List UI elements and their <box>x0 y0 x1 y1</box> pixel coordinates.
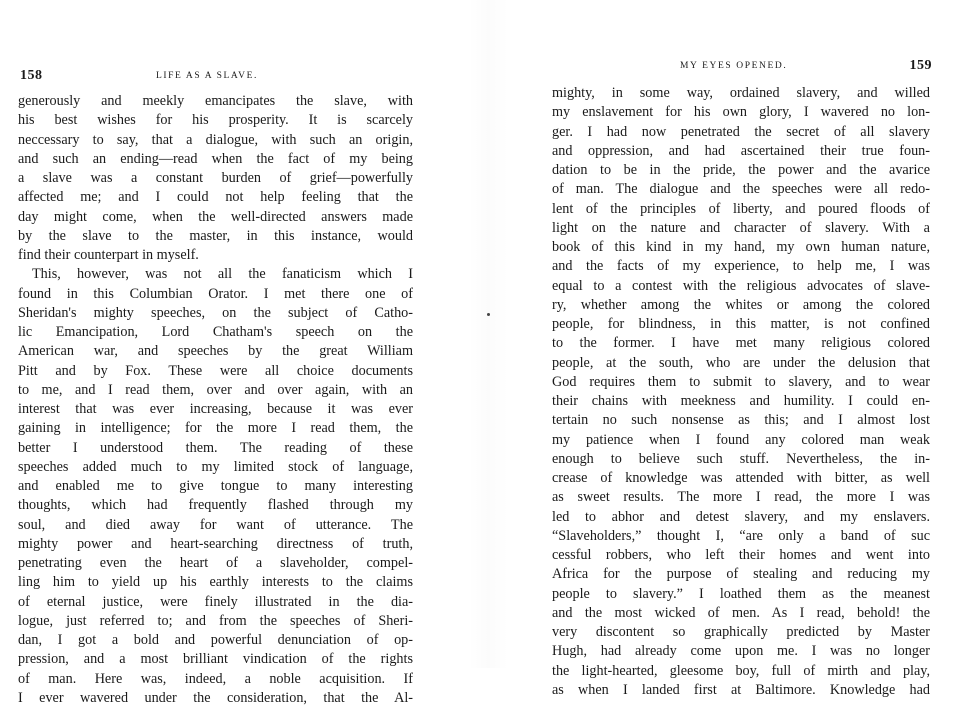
right-running-head <box>552 58 930 78</box>
text-line: the light-hearted, gleesome boy, full of mirth and play, <box>552 662 930 679</box>
text-line: dan, I got a bold and powerful denunciation of op- <box>18 632 413 648</box>
text-line: lent of the principles of liberty, and poured floods of <box>552 200 930 217</box>
text-line: ry, whether among the whites or among the colored <box>552 296 930 313</box>
text-line: of eternal justice, were finely illustrated in the dia- <box>18 593 413 610</box>
text-line: a slave was a constant burden of grief—powerfully <box>18 170 413 186</box>
text-line: lic Emancipation, Lord Chatham's speech on the <box>18 324 413 340</box>
text-line: very discontent so graphically predicted by Master <box>552 624 930 640</box>
text-line: find their counterpart in myself. <box>18 247 199 263</box>
text-line: mighty, in some way, ordained slavery, and willed <box>552 85 930 101</box>
text-line: tertain no such nonsense as this; and I almost lost <box>552 412 930 429</box>
text-line: day might come, when the well-directed answers made <box>18 208 413 225</box>
text-line: people, for blindness, in this matter, is not confined <box>552 316 930 332</box>
text-line: equal to a contest with the religious advocates of slave- <box>552 277 930 294</box>
text-line: I ever wavered under the consideration, that the Al- <box>18 689 413 706</box>
text-line: light on the nature and character of slavery. With a <box>552 219 930 236</box>
text-line: American war, and speeches by the great William <box>18 343 413 360</box>
text-line: Hugh, had already come upon me. I was no longer <box>552 643 930 660</box>
text-line: thoughts, which had frequently flashed through my <box>18 497 413 514</box>
text-line: Africa for the purpose of stealing and reducing my <box>552 566 930 583</box>
text-line: by the slave to the master, in this instance, would <box>18 227 413 244</box>
text-line: mighty power and heart-searching directness of truth, <box>18 535 413 552</box>
text-line: and the facts of my experience, to help me, I was <box>552 258 930 275</box>
scan-speck <box>487 313 490 316</box>
right-page-number: 159 <box>909 58 932 73</box>
text-line: Pitt and by Fox. These were all choice documents <box>18 362 413 379</box>
text-line: as when I landed first at Baltimore. Knowledge had <box>552 681 930 698</box>
text-line: logue, just referred to; and from the speeches of Sheri- <box>18 612 413 629</box>
text-line: of man. The dialogue and the speeches were all redo- <box>552 181 930 198</box>
text-line: crease of knowledge was attended with bitter, as well <box>552 470 930 486</box>
text-line: “Slaveholders,” thought I, “are only a band of suc <box>552 527 930 544</box>
text-line: neccessary to say, that a dialogue, with such an origin, <box>18 131 413 148</box>
text-line: book of this kind in my hand, my own human nature, <box>552 239 930 255</box>
text-line: and enabled me to give tongue to many interesting <box>18 478 413 494</box>
text-line: my patience when I found any colored man weak <box>552 431 930 448</box>
text-line: interest that was ever increasing, because it was ever <box>18 401 413 417</box>
text-line: their chains with meekness and humility. I could en- <box>552 393 930 409</box>
text-line: dation to be in the pride, the power and the avarice <box>552 162 930 178</box>
text-line: people to slavery.” I loathed them as the meanest <box>552 585 930 602</box>
text-line: penetrating even the heart of a slaveholder, compel- <box>18 555 413 571</box>
text-line: to me, and I read them, over and over again, with an <box>18 381 413 398</box>
text-line: pression, and a most brilliant vindication of the rights <box>18 651 413 668</box>
text-line: This, however, was not all the fanaticism which I <box>32 266 413 283</box>
text-line: led to abhor and detest slavery, and my enslavers. <box>552 508 930 525</box>
text-line: ling him to yield up his earthly interests to the claims <box>18 574 413 591</box>
right-page <box>552 0 932 698</box>
text-line: found in this Columbian Orator. I met there one of <box>18 285 413 302</box>
text-line: his best wishes for his prosperity. It is scarcely <box>18 112 413 129</box>
text-line: of man. Here was, indeed, a noble acquisition. If <box>18 670 413 687</box>
text-line: cessful robbers, who left their homes and went into <box>552 547 930 563</box>
text-line: and such an ending—read when the fact of my being <box>18 150 413 167</box>
text-line: people, at the south, who are under the delusion that <box>552 354 930 371</box>
right-running-head-title: MY EYES OPENED. <box>680 61 788 71</box>
text-line: soul, and died away for want of utterance. The <box>18 516 413 533</box>
left-page-text <box>18 92 413 708</box>
text-line: and the most wicked of men. As I read, behold! the <box>552 604 930 621</box>
text-line: my enslavement for his own glory, I wavered no lon- <box>552 104 930 121</box>
text-line: as sweet results. The more I read, the more I was <box>552 489 930 506</box>
text-line: affected me; and I could not help feeling that the <box>18 189 413 206</box>
book-gutter <box>468 0 508 668</box>
left-running-head <box>18 68 413 88</box>
text-line: God requires them to submit to slavery, and to wear <box>552 373 930 390</box>
text-line: enough to believe such stuff. Nevertheless, the in- <box>552 450 930 467</box>
text-line: generously and meekly emancipates the slave, with <box>18 93 413 109</box>
text-line: Sheridan's mighty speeches, on the subject of Catho- <box>18 304 413 321</box>
text-line: better I understood them. The reading of these <box>18 439 413 456</box>
left-page <box>18 0 413 706</box>
text-line: and oppression, and had ascertained their true foun- <box>552 142 930 159</box>
left-running-head-title: LIFE AS A SLAVE. <box>156 71 258 81</box>
left-page-number: 158 <box>20 68 43 83</box>
right-page-text <box>552 84 930 700</box>
text-line: gaining in intelligence; for the more I read them, the <box>18 420 413 437</box>
text-line: ger. I had now penetrated the secret of all slavery <box>552 123 930 140</box>
text-line: to the former. I have met many religious colored <box>552 335 930 352</box>
text-line: speeches added much to my limited stock of language, <box>18 458 413 475</box>
